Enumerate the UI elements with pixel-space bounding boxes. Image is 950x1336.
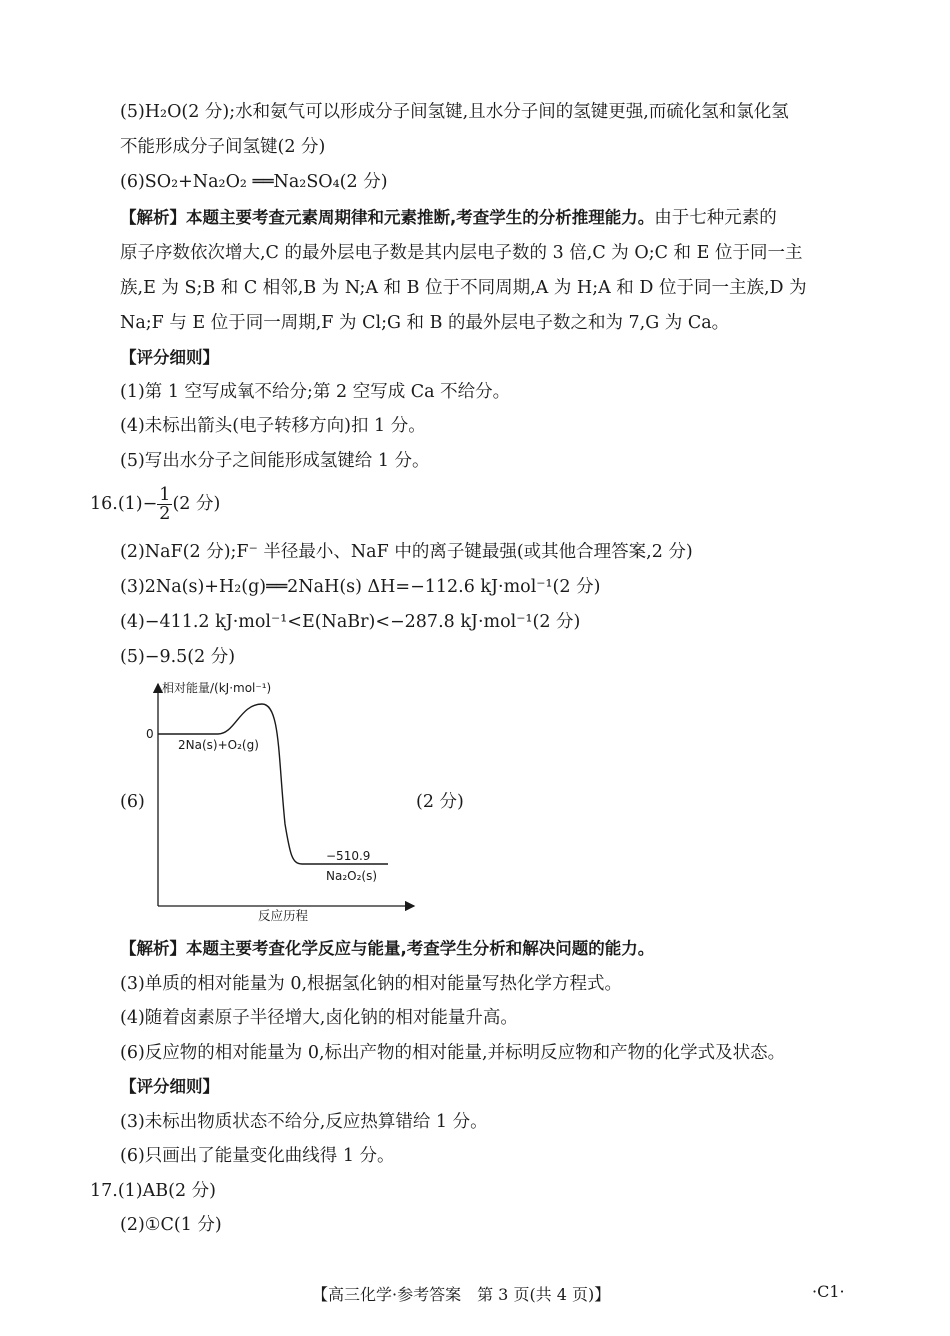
- answer-15-5-line1: (5)H₂O(2 分);水和氨气可以形成分子间氢键,且水分子间的氢键更强,而硫化氢和氯化氢: [120, 102, 789, 122]
- scoring-16-3: (3)未标出物质状态不给分,反应热算错给 1 分。: [120, 1112, 488, 1132]
- analysis-text: 由于七种元素的: [654, 208, 777, 228]
- scoring-heading: 【评分细则】: [120, 348, 219, 367]
- footer-code: ·C1·: [812, 1282, 845, 1301]
- analysis-16-6: (6)反应物的相对能量为 0,标出产物的相对能量,并标明反应物和产物的化学式及状态。: [120, 1043, 786, 1063]
- answer-16-1: [90, 484, 220, 524]
- analysis-16-4: (4)随着卤素原子半径增大,卤化钠的相对能量升高。: [120, 1008, 518, 1028]
- answer-17-2: (2)①C(1 分): [120, 1215, 222, 1235]
- analysis-15-line1: [120, 206, 777, 230]
- scoring-16-heading: 【评分细则】: [120, 1077, 219, 1096]
- x-axis-label: 反应历程: [258, 908, 309, 923]
- fraction-denominator: 2: [159, 504, 171, 524]
- product-label: Na₂O₂(s): [326, 869, 378, 883]
- answer-16-2: (2)NaF(2 分);F⁻ 半径最小、NaF 中的离子键最强(或其他合理答案,2 分): [120, 542, 693, 562]
- answer-16-4: (4)−411.2 kJ·mol⁻¹<E(NaBr)<−287.8 kJ·mol⁻¹(2 分): [120, 612, 581, 632]
- fraction-numerator: 1: [159, 485, 171, 505]
- page-footer: 【高三化学·参考答案 第 3 页(共 4 页)】: [312, 1285, 611, 1304]
- answer-16-6-score: (2 分): [416, 792, 464, 812]
- analysis-15-line4: Na;F 与 E 位于同一周期,F 为 Cl;G 和 B 的最外层电子数之和为 7,G 为 Ca。: [120, 313, 730, 333]
- answer-16-5: (5)−9.5(2 分): [120, 647, 236, 667]
- reactant-label: 2Na(s)+O₂(g): [178, 738, 259, 752]
- y-tick-zero: 0: [146, 727, 154, 741]
- answer-16-6-label: (6): [120, 792, 145, 812]
- answer-15-6: (6)SO₂+Na₂O₂ ══Na₂SO₄(2 分): [120, 172, 388, 192]
- fraction: [157, 486, 172, 523]
- scoring-15-1: (1)第 1 空写成氧不给分;第 2 空写成 Ca 不给分。: [120, 382, 511, 402]
- q16-score: (2 分): [172, 494, 221, 514]
- answer-17-1: 17.(1)AB(2 分): [90, 1181, 216, 1201]
- analysis-heading: 【解析】本题主要考查元素周期律和元素推断,考查学生的分析推理能力。: [120, 208, 655, 227]
- analysis-16-heading: 【解析】本题主要考查化学反应与能量,考查学生分析和解决问题的能力。: [120, 939, 655, 958]
- scoring-16-6: (6)只画出了能量变化曲线得 1 分。: [120, 1146, 395, 1166]
- answer-16-3: (3)2Na(s)+H₂(g)══2NaH(s) ΔH=−112.6 kJ·mol⁻¹(2 分): [120, 577, 601, 597]
- answer-15-5-line2: 不能形成分子间氢键(2 分): [120, 137, 326, 157]
- energy-diagram: [140, 678, 430, 928]
- y-axis-label: 相对能量/(kJ·mol⁻¹): [162, 681, 272, 695]
- scoring-15-5: (5)写出水分子之间能形成氢键给 1 分。: [120, 451, 430, 471]
- product-energy-value: −510.9: [326, 849, 371, 863]
- scoring-15-4: (4)未标出箭头(电子转移方向)扣 1 分。: [120, 416, 426, 436]
- analysis-15-line2: 原子序数依次增大,C 的最外层电子数是其内层电子数的 3 倍,C 为 O;C 和 E 位于同一主: [120, 243, 803, 263]
- analysis-15-line3: 族,E 为 S;B 和 C 相邻,B 为 N;A 和 B 位于不同周期,A 为 H;A 和 D 位于同一主族,D 为: [120, 278, 807, 298]
- q16-prefix: 16.(1)−: [90, 494, 158, 514]
- energy-curve: [158, 704, 302, 864]
- analysis-16-3: (3)单质的相对能量为 0,根据氢化钠的相对能量写热化学方程式。: [120, 974, 623, 994]
